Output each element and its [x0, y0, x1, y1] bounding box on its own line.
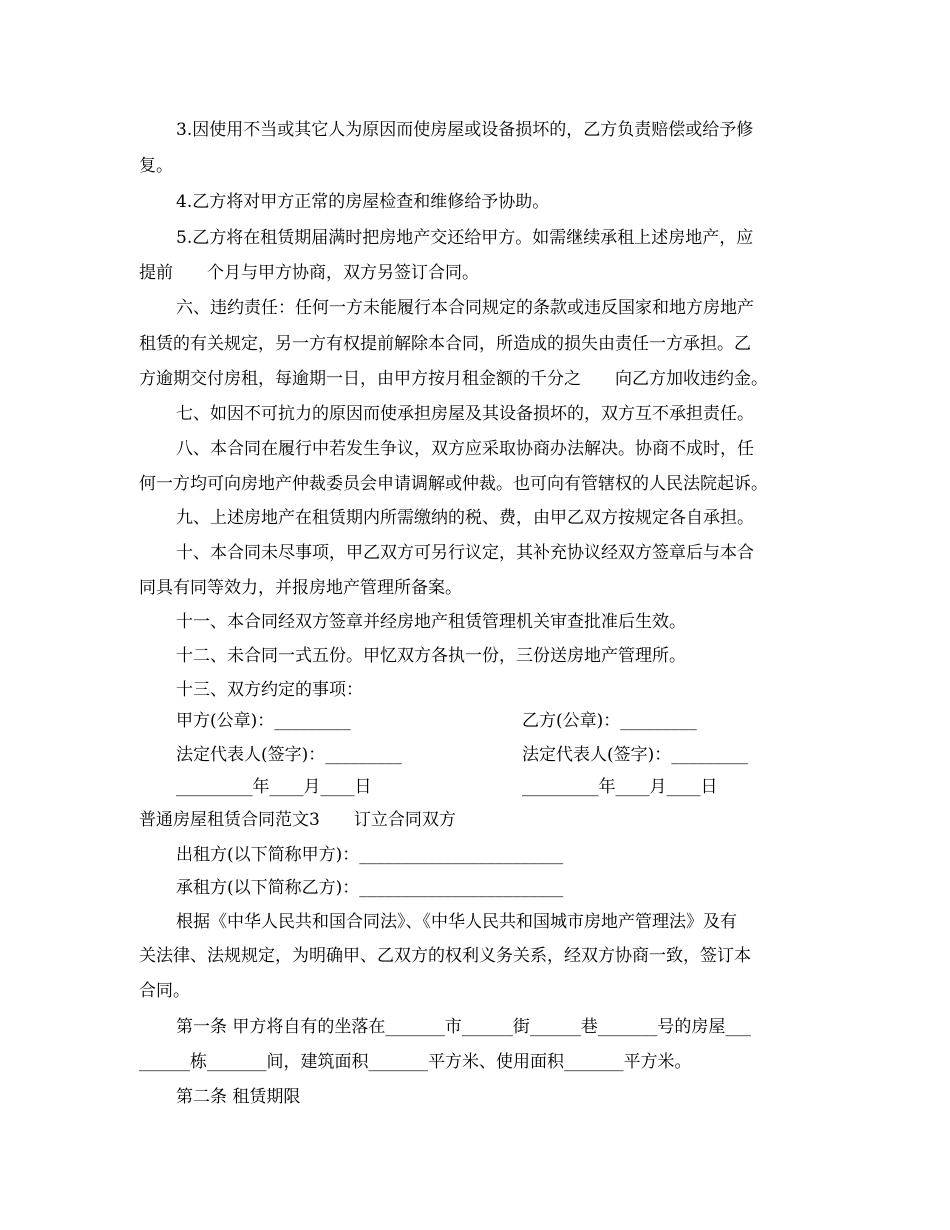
legal-basis-line-2: 关法律、法规规定，为明确甲、乙双方的权利义务关系，经双方协商一致，签订本 — [139, 946, 751, 966]
article-2-heading: 第二条 租赁期限 — [176, 1087, 301, 1107]
section-9: 九、上述房地产在租赁期内所需缴纳的税、费，由甲乙双方按规定各自承担。 — [176, 508, 754, 528]
section-6-line-1: 六、违约责任：任何一方未能履行本合同规定的条款或违反国家和地方房地产 — [176, 298, 754, 318]
section-11: 十一、本合同经双方签章并经房地产租赁管理机关审查批准后生效。 — [176, 612, 686, 632]
party-b-date: _________年____月____日 — [522, 777, 718, 797]
article-1-line-1: 第一条 甲方将自有的坐落在_______市______街______巷_______号的房屋___ — [176, 1017, 751, 1037]
party-a-date: _________年____月____日 — [176, 777, 372, 797]
paragraph-item-4: 4.乙方将对甲方正常的房屋检查和维修给予协助。 — [176, 192, 550, 212]
party-b-representative: 法定代表人(签字)：_________ — [522, 745, 748, 765]
article-1-line-2: ______栋_______间，建筑面积_______平方米、使用面积_______平方米。 — [139, 1052, 692, 1072]
paragraph-item-3-line-2: 复。 — [139, 156, 173, 176]
section-10-line-1: 十、本合同未尽事项，甲乙双方可另行议定，其补充协议经双方签章后与本合 — [176, 543, 754, 563]
paragraph-item-5-line-2: 提前 个月与甲方协商，双方另签订合同。 — [139, 263, 479, 283]
legal-basis-line-3: 合同。 — [139, 981, 190, 1001]
lessor-line: 出租方(以下简称甲方)：________________________ — [176, 845, 564, 865]
section-12: 十二、未合同一式五份。甲忆双方各执一份，三份送房地产管理所。 — [176, 646, 686, 666]
section-8-line-2: 何一方均可向房地产仲裁委员会申请调解或仲裁。也可向有管辖权的人民法院起诉。 — [139, 474, 768, 494]
paragraph-item-3-line-1: 3.因使用不当或其它人为原因而使房屋或设备损坏的，乙方负责赔偿或给予修 — [176, 120, 754, 140]
paragraph-item-5-line-1: 5.乙方将在租赁期届满时把房地产交还给甲方。如需继续承租上述房地产，应 — [176, 228, 754, 248]
section-6-line-3: 方逾期交付房租，每逾期一日，由甲方按月租金额的千分之 向乙方加收违约金。 — [139, 369, 768, 389]
section-6-line-2: 租赁的有关规定，另一方有权提前解除本合同，所造成的损失由责任一方承担。乙 — [139, 334, 751, 354]
section-10-line-2: 同具有同等效力，并报房地产管理所备案。 — [139, 578, 462, 598]
party-a-seal: 甲方(公章)：_________ — [176, 711, 351, 731]
legal-basis-line-1: 根据《中华人民共和国合同法》、《中华人民共和国城市房地产管理法》及有 — [176, 912, 737, 932]
section-7: 七、如因不可抗力的原因而使承担房屋及其设备损坏的，双方互不承担责任。 — [176, 404, 754, 424]
contract-3-heading: 普通房屋租赁合同范文3 订立合同双方 — [139, 810, 456, 830]
party-b-seal: 乙方(公章)：_________ — [522, 711, 697, 731]
section-8-line-1: 八、本合同在履行中若发生争议，双方应采取协商办法解决。协商不成时，任 — [176, 439, 754, 459]
section-13: 十三、双方约定的事项： — [176, 680, 363, 700]
lessee-line: 承租方(以下简称乙方)：________________________ — [176, 878, 564, 898]
party-a-representative: 法定代表人(签字)：_________ — [176, 745, 402, 765]
